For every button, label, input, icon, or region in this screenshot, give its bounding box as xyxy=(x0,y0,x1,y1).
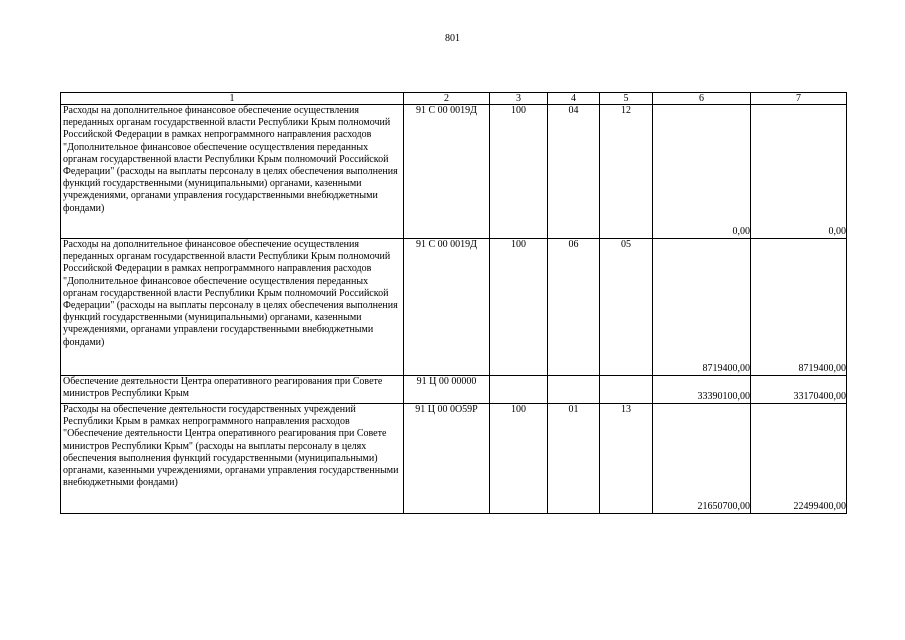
row-col3: 100 xyxy=(490,105,548,239)
header-cell-6: 6 xyxy=(653,93,751,105)
row-amount-6: 21650700,00 xyxy=(653,404,751,514)
header-cell-5: 5 xyxy=(600,93,653,105)
row-col4: 06 xyxy=(548,239,600,376)
row-amount-7: 33170400,00 xyxy=(751,376,847,404)
row-name: Обеспечение деятельности Центра оперативного реагирования при Совете министров Республики Крым xyxy=(61,376,404,404)
row-code: 91 С 00 0019Д xyxy=(404,239,490,376)
row-col5: 12 xyxy=(600,105,653,239)
row-amount-6: 0,00 xyxy=(653,105,751,239)
row-name: Расходы на дополнительное финансовое обеспечение осуществления переданных органам государственной власти Республики Крым полномочий Российской Федерации в рамках непрограммного направления расходов "Дополнительное финансовое обеспечение осуществления переданных органам государственной власти Республики Крым полномочий Российской Федерации" (расходы на выплаты персоналу в целях обеспечения выполнения функций государственными (муниципальными) органами, казенными учреждениями, органами управлени государственными внебюджетными фондами) xyxy=(61,239,404,376)
row-col3 xyxy=(490,376,548,404)
row-amount-7: 0,00 xyxy=(751,105,847,239)
header-cell-1: 1 xyxy=(61,93,404,105)
page-number: 801 xyxy=(445,33,460,44)
header-cell-4: 4 xyxy=(548,93,600,105)
row-name: Расходы на обеспечение деятельности государственных учреждений Республики Крым в рамках непрограммного направления расходов "Обеспечение деятельности Центра оперативного реагирования при Совете министров Республики Крым" (расходы на выплаты персоналу в целях обеспечения выполнения функций государственными (муниципальными) органами, казенными учреждениями, органами управления государственными внебюджетными фондами) xyxy=(61,404,404,514)
row-code: 91 Ц 00 00000 xyxy=(404,376,490,404)
row-col3: 100 xyxy=(490,404,548,514)
header-cell-2: 2 xyxy=(404,93,490,105)
table-row xyxy=(61,404,847,514)
row-col4: 04 xyxy=(548,105,600,239)
row-amount-7: 22499400,00 xyxy=(751,404,847,514)
table-row xyxy=(61,105,847,239)
header-cell-3: 3 xyxy=(490,93,548,105)
row-col4: 01 xyxy=(548,404,600,514)
row-col5: 13 xyxy=(600,404,653,514)
row-code: 91 Ц 00 0О59Р xyxy=(404,404,490,514)
row-col5 xyxy=(600,376,653,404)
header-row xyxy=(61,93,847,105)
row-amount-6: 8719400,00 xyxy=(653,239,751,376)
table-row xyxy=(61,239,847,376)
header-cell-7: 7 xyxy=(751,93,847,105)
budget-table xyxy=(60,92,847,514)
row-col3: 100 xyxy=(490,239,548,376)
row-name: Расходы на дополнительное финансовое обеспечение осуществления переданных органам государственной власти Республики Крым полномочий Российской Федерации в рамках непрограммного направления расходов "Дополнительное финансовое обеспечение осуществления переданных органам государственной власти Республики Крым полномочий Российской Федерации" (расходы на выплаты персоналу в целях обеспечения выполнения функций государственными (муниципальными) органами, казенными учреждениями, органами управления государственными внебюджетными фондами) xyxy=(61,105,404,239)
row-col4 xyxy=(548,376,600,404)
row-amount-7: 8719400,00 xyxy=(751,239,847,376)
table-row xyxy=(61,376,847,404)
row-amount-6: 33390100,00 xyxy=(653,376,751,404)
row-col5: 05 xyxy=(600,239,653,376)
row-code: 91 С 00 0019Д xyxy=(404,105,490,239)
